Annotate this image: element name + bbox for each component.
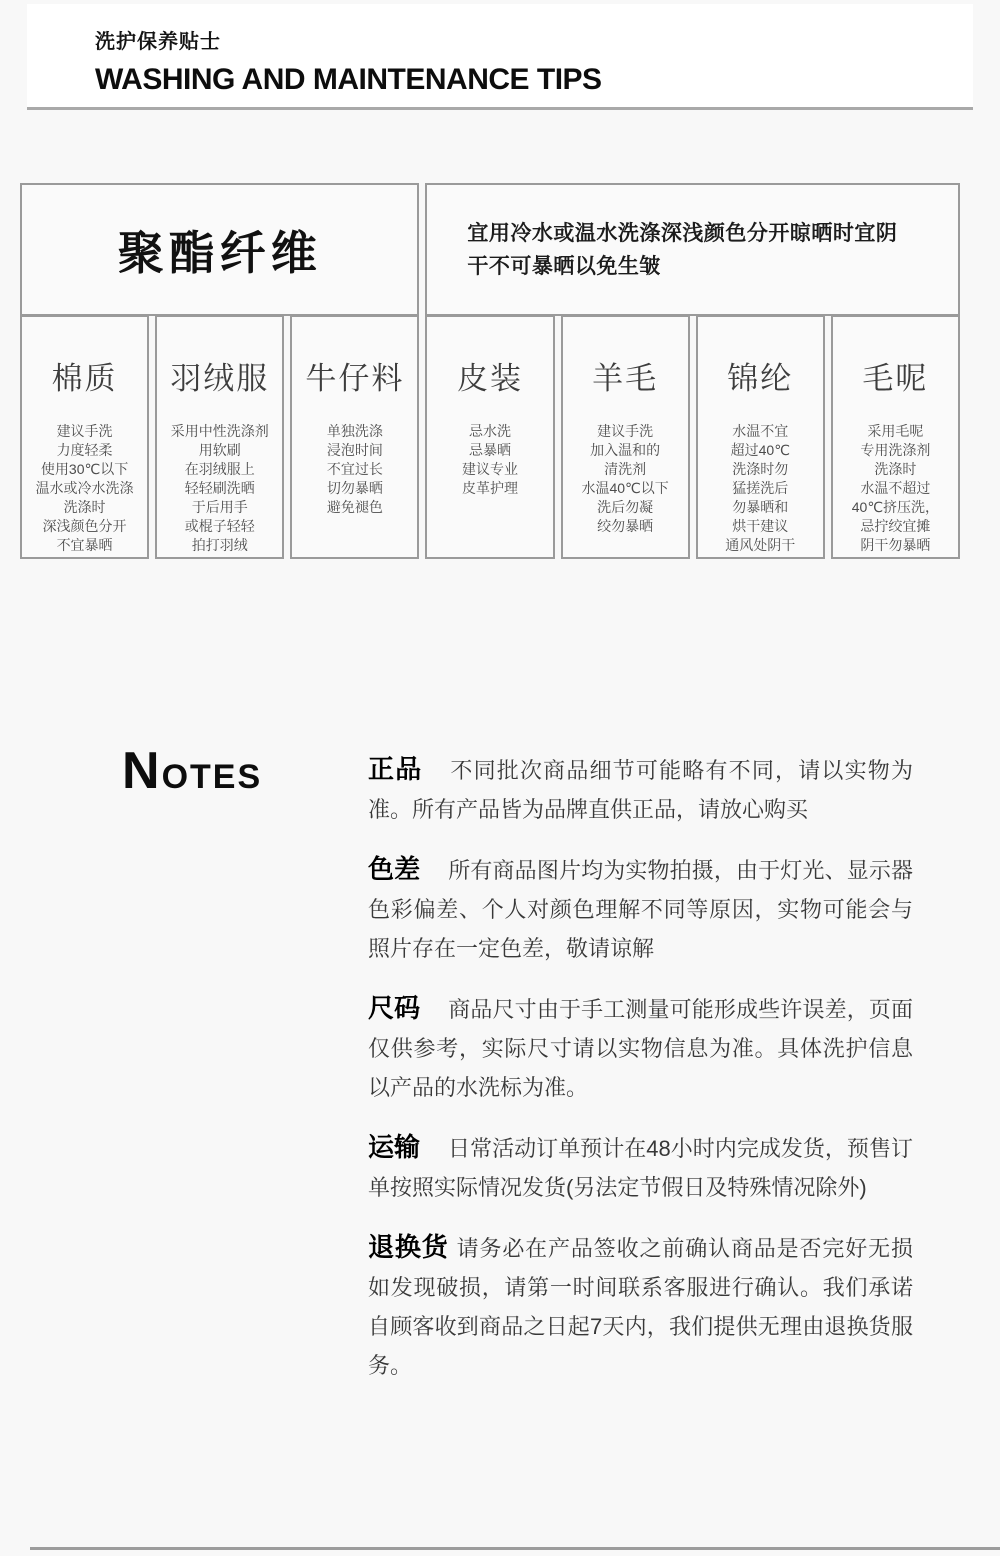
note-text: 所有商品图片均为实物拍摄，由于灯光、显示器色彩偏差、个人对颜色理解不同等原因，实物可能会与照片存在一定色差，敬请谅解	[368, 858, 913, 961]
tip-line: 洗涤时勿	[732, 461, 789, 477]
note-label: 色差	[368, 854, 421, 884]
tip-line: 勿暴晒和	[732, 499, 789, 515]
tip-line: 加入温和的	[590, 442, 661, 458]
note-item-returns	[368, 1228, 913, 1385]
tip-line: 水温不宜	[732, 423, 789, 439]
tip-line: 皮革护理	[461, 480, 518, 496]
tip-line: 在羽绒服上	[184, 461, 255, 477]
tip-line: 绞勿暴晒	[597, 518, 654, 534]
fabric-name: 羽绒服	[170, 361, 270, 396]
tip-line: 清洗剂	[604, 461, 647, 477]
notes-heading-rest: OTES	[161, 758, 263, 796]
tip-line: 阴干勿暴晒	[860, 537, 931, 553]
fabric-tips	[563, 422, 688, 536]
tip-line: 用软刷	[198, 442, 241, 458]
fabric-tips	[698, 422, 823, 555]
tip-line: 建议专业	[461, 461, 518, 477]
note-item-shipping	[368, 1128, 913, 1207]
tip-line: 切勿暴晒	[326, 480, 383, 496]
tip-line: 专用洗涤剂	[860, 442, 931, 458]
fabric-name: 棉质	[51, 361, 118, 396]
fabric-column-down-jacket	[155, 315, 284, 559]
tip-line: 采用中性洗涤剂	[170, 423, 269, 439]
fabric-tips	[833, 422, 958, 555]
notes-heading	[122, 742, 263, 810]
main-fabric-instructions-cell	[425, 183, 960, 316]
tip-line: 猛搓洗后	[732, 480, 789, 496]
tip-line: 洗涤时	[874, 461, 917, 477]
note-label: 尺码	[368, 993, 421, 1023]
tip-line: 采用毛呢	[867, 423, 924, 439]
care-table-row-fabrics	[20, 315, 960, 559]
header-title-en: WASHING AND MAINTENANCE TIPS	[95, 63, 602, 96]
tip-line: 忌水洗	[468, 423, 511, 439]
tip-line: 使用30℃以下	[40, 461, 129, 477]
tip-line: 忌暴晒	[468, 442, 511, 458]
tip-line: 温水或冷水洗涤	[35, 480, 134, 496]
fabric-column-woolen	[831, 315, 960, 559]
tip-line: 通风处阴干	[725, 537, 796, 553]
fabric-column-leather	[425, 315, 554, 559]
care-table-row-main	[20, 183, 960, 316]
tip-line: 40℃挤压洗，	[851, 499, 940, 515]
fabric-name: 皮装	[456, 361, 523, 396]
fabric-name: 锦纶	[727, 361, 794, 396]
tip-line: 拍打羽绒	[191, 537, 248, 553]
note-text: 请务必在产品签收之前确认商品是否完好无损如发现破损，请第一时间联系客服进行确认。我们承诺自顾客收到商品之日起7天内，我们提供无理由退换货服务。	[368, 1236, 913, 1378]
tip-line: 力度轻柔	[56, 442, 113, 458]
fabric-name: 牛仔料	[305, 361, 405, 396]
fabric-tips	[157, 422, 282, 555]
fabric-column-denim	[290, 315, 419, 559]
fabric-column-nylon	[696, 315, 825, 559]
fabric-tips	[292, 422, 417, 517]
tip-line: 水温40℃以下	[581, 480, 669, 496]
notes-section	[368, 750, 913, 1385]
fabric-tips	[427, 422, 552, 498]
tip-line: 忌拧绞宜摊	[860, 518, 931, 534]
tip-line: 浸泡时间	[326, 442, 383, 458]
tip-line: 建议手洗	[56, 423, 113, 439]
note-text: 日常活动订单预计在48小时内完成发货，预售订单按照实际情况发货(另法定节假日及特殊情况除外)	[368, 1136, 913, 1200]
note-text: 不同批次商品细节可能略有不同，请以实物为准。所有产品皆为品牌直供正品，请放心购买	[368, 758, 913, 822]
note-label: 运输	[368, 1132, 421, 1162]
tip-line: 水温不超过	[860, 480, 931, 496]
care-table	[20, 183, 960, 559]
tip-line: 避免褪色	[326, 499, 383, 515]
bottom-divider	[30, 1547, 1000, 1550]
note-text: 商品尺寸由于手工测量可能形成些许误差，页面仅供参考，实际尺寸请以实物信息为准。具体洗护信息以产品的水洗标为准。	[368, 997, 913, 1100]
fabric-column-cotton	[20, 315, 149, 559]
tip-line: 烘干建议	[732, 518, 789, 534]
main-fabric-cell	[20, 183, 419, 316]
tip-line: 建议手洗	[597, 423, 654, 439]
note-item-size	[368, 989, 913, 1107]
note-label: 退换货	[368, 1232, 449, 1262]
tip-line: 洗涤时	[63, 499, 106, 515]
fabric-name: 毛呢	[862, 361, 929, 396]
main-fabric-name: 聚酯纤维	[117, 226, 322, 279]
tip-line: 洗后勿凝	[597, 499, 654, 515]
header-title-cn: 洗护保养贴士	[95, 31, 221, 53]
tip-line: 轻轻刷洗晒	[184, 480, 255, 496]
tip-line: 不宜过长	[326, 461, 383, 477]
tip-line: 超过40℃	[730, 442, 790, 458]
fabric-column-wool	[561, 315, 690, 559]
fabric-name: 羊毛	[592, 361, 659, 396]
header	[27, 4, 973, 110]
tip-line: 于后用手	[191, 499, 248, 515]
main-fabric-instructions: 宜用冷水或温水洗涤深浅颜色分开晾晒时宜阴干不可暴晒以免生皱	[467, 221, 898, 278]
tip-line: 或棍子轻轻	[184, 518, 255, 534]
tip-line: 深浅颜色分开	[42, 518, 127, 534]
tip-line: 不宜暴晒	[56, 537, 113, 553]
tip-line: 单独洗涤	[326, 423, 383, 439]
note-label: 正品	[368, 754, 423, 784]
notes-heading-initial: N	[122, 742, 162, 800]
note-item-color-difference	[368, 850, 913, 968]
fabric-tips	[22, 422, 147, 555]
note-item-authenticity	[368, 750, 913, 829]
